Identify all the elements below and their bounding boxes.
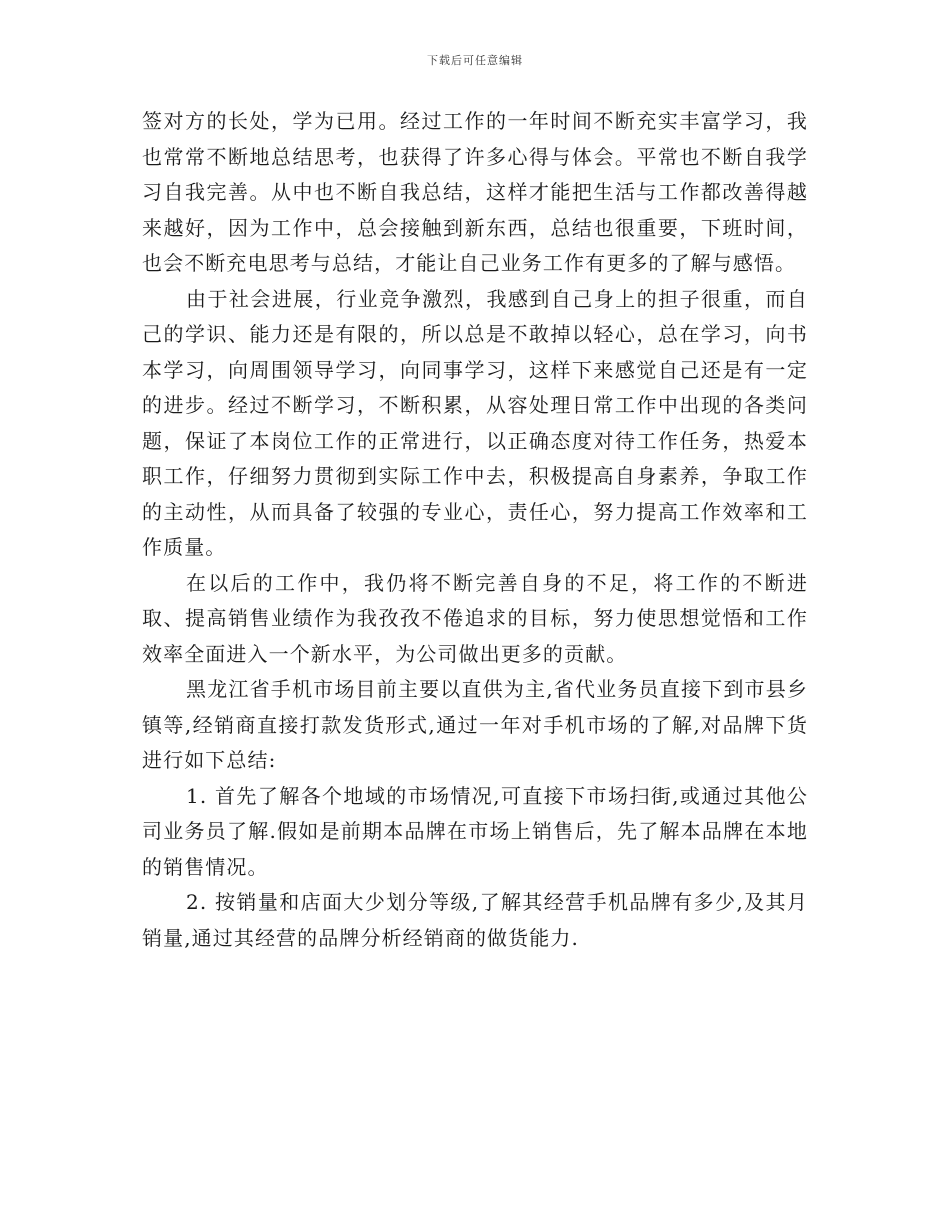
paragraph-pressure-and-learning: 由于社会进展，行业竞争激烈，我感到自己身上的担子很重，而自己的学识、能力还是有限的，所以总是不敢掉以轻心，总在学习，向书本学习，向周围领导学习，向同事学习，这样下来感觉自己还是有一定的进步。经过不断学习，不断积累，从容处理日常工作中出现的各类问题，保证了本岗位工作的正常进行，以正确态度对待工作任务，热爱本职工作，仔细努力贯彻到实际工作中去，积极提高自身素养，争取工作的主动性，从而具备了较强的专业心，责任心，努力提高工作效率和工作质量。 [142, 286, 808, 559]
page-header: 下载后可任意编辑 [427, 54, 523, 67]
list-item-2: 2. 按销量和店面大少划分等级,了解其经营手机品牌有多少,及其月销量,通过其经营的品牌分析经销商的做货能力. [142, 890, 808, 950]
list-item-1: 1. 首先了解各个地域的市场情况,可直接下市场扫街,或通过其他公司业务员了解.假如是前期本品牌在市场上销售后，先了解本品牌在本地的销售情况。 [142, 783, 808, 879]
document-body [142, 104, 808, 956]
paragraph-continuation: 签对方的长处，学为已用。经过工作的一年时间不断充实丰富学习，我也常常不断地总结思考，也获得了许多心得与体会。平常也不断自我学习自我完善。从中也不断自我总结，这样才能把生活与工作都改善得越来越好，因为工作中，总会接触到新东西，总结也很重要，下班时间，也会不断充电思考与总结，才能让自己业务工作有更多的了解与感悟。 [142, 109, 808, 275]
paragraph-market-overview: 黑龙江省手机市场目前主要以直供为主,省代业务员直接下到市县乡镇等,经销商直接打款发货形式,通过一年对手机市场的了解,对品牌下货进行如下总结: [142, 677, 808, 772]
paragraph-future-goals: 在以后的工作中，我仍将不断完善自身的不足，将工作的不断进取、提高销售业绩作为我孜孜不倦追求的目标，努力使思想觉悟和工作效率全面进入一个新水平，为公司做出更多的贡献。 [142, 570, 808, 666]
